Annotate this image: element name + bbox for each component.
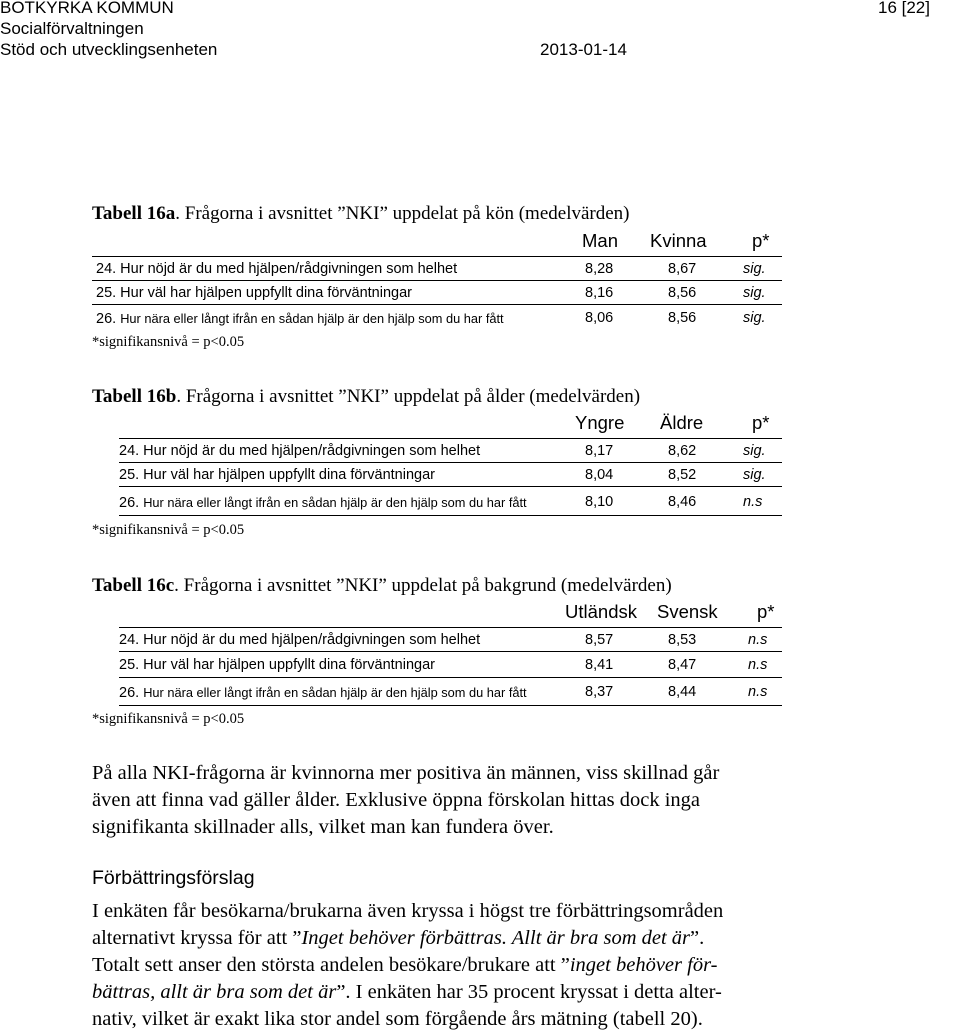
table-cell-value: 8,67 bbox=[668, 261, 697, 277]
table-caption bbox=[92, 386, 640, 408]
table-cell-value: 8,41 bbox=[585, 657, 614, 673]
table-rule bbox=[92, 304, 782, 305]
paragraph-line: I enkäten får besökarna/brukarna även kryssa i högst tre förbättringsområden bbox=[92, 900, 724, 922]
unit-name: Stöd och utvecklingsenheten bbox=[0, 40, 218, 59]
text-run: Totalt sett anser den största andelen besökare/brukare att ” bbox=[92, 954, 570, 976]
table-caption-text: . Frågorna i avsnittet ”NKI” uppdelat på bakgrund (medelvärden) bbox=[174, 575, 672, 596]
question-number: 26. bbox=[119, 495, 144, 511]
table-label: Tabell 16c bbox=[92, 575, 175, 596]
section-heading: Förbättringsförslag bbox=[92, 867, 255, 889]
significance-note: *signifikansnivå = p<0.05 bbox=[92, 334, 245, 350]
table-cell-significance: n.s bbox=[748, 632, 768, 648]
table-cell-significance: sig. bbox=[743, 467, 766, 483]
significance-note: *signifikansnivå = p<0.05 bbox=[92, 522, 245, 538]
table-cell-significance: sig. bbox=[743, 285, 766, 301]
italic-quote: bättras, allt är bra som det är bbox=[92, 981, 337, 1003]
significance-note: *signifikansnivå = p<0.05 bbox=[92, 711, 245, 727]
table-row-question: 24. Hur nöjd är du med hjälpen/rådgivningen som helhet bbox=[96, 261, 458, 277]
text-run: ”. I enkäten har 35 procent kryssat i detta alter- bbox=[336, 981, 722, 1003]
table-cell-value: 8,56 bbox=[668, 310, 697, 326]
table-row-question: 24. Hur nöjd är du med hjälpen/rådgivningen som helhet bbox=[119, 632, 481, 648]
paragraph-line: signifikanta skillnader alls, vilket man kan fundera över. bbox=[92, 816, 554, 838]
paragraph-line: nativ, vilket är exakt lika stor andel som förgående års mätning (tabell 20). bbox=[92, 1008, 703, 1030]
table-cell-value: 8,37 bbox=[585, 684, 614, 700]
table-cell-value: 8,52 bbox=[668, 467, 697, 483]
column-header: Kvinna bbox=[650, 230, 707, 251]
paragraph-line: På alla NKI-frågorna är kvinnorna mer positiva än männen, viss skillnad går bbox=[92, 762, 720, 784]
italic-quote: Inget behöver förbättras. Allt är bra som det är bbox=[301, 927, 691, 949]
text-run: ”. bbox=[690, 927, 705, 949]
table-caption-text: . Frågorna i avsnittet ”NKI” uppdelat på ålder (medelvärden) bbox=[176, 386, 641, 407]
column-header: Utländsk bbox=[565, 601, 637, 622]
table-cell-significance: n.s bbox=[748, 684, 768, 700]
text-run: alternativt kryssa för att ” bbox=[92, 927, 302, 949]
table-cell-significance: n.s bbox=[743, 494, 763, 510]
column-header: p* bbox=[757, 601, 775, 622]
italic-quote: inget behöver för- bbox=[569, 954, 718, 976]
question-text: Hur nära eller långt ifrån en sådan hjälp är den hjälp som du har fått bbox=[143, 685, 527, 700]
table-row-question bbox=[119, 684, 527, 702]
table-cell-value: 8,17 bbox=[585, 443, 614, 459]
department-name: Socialförvaltningen bbox=[0, 19, 144, 38]
table-rule bbox=[119, 651, 782, 652]
table-cell-value: 8,56 bbox=[668, 285, 697, 301]
table-cell-value: 8,04 bbox=[585, 467, 614, 483]
summary-paragraph bbox=[92, 760, 832, 841]
table-row-question: 24. Hur nöjd är du med hjälpen/rådgivningen som helhet bbox=[119, 443, 481, 459]
column-header: p* bbox=[752, 412, 770, 433]
table-cell-significance: n.s bbox=[748, 657, 768, 673]
table-caption-text: . Frågorna i avsnittet ”NKI” uppdelat på kön (medelvärden) bbox=[175, 203, 630, 224]
table-cell-significance: sig. bbox=[743, 310, 766, 326]
column-header: Yngre bbox=[575, 412, 625, 433]
paragraph-line bbox=[92, 979, 832, 1006]
paragraph-line bbox=[92, 952, 832, 979]
question-number: 26. bbox=[119, 685, 144, 701]
question-number: 26. bbox=[96, 311, 121, 327]
table-cell-value: 8,06 bbox=[585, 310, 614, 326]
table-rule bbox=[119, 438, 782, 439]
table-cell-value: 8,46 bbox=[668, 494, 697, 510]
table-cell-significance: sig. bbox=[743, 443, 766, 459]
table-rule bbox=[119, 705, 782, 706]
paragraph-line: även att finna vad gäller ålder. Exklusive öppna förskolan hittas dock inga bbox=[92, 789, 700, 811]
table-rule bbox=[92, 256, 782, 257]
table-cell-value: 8,47 bbox=[668, 657, 697, 673]
page-number: 16 [22] bbox=[878, 0, 930, 17]
question-text: Hur nära eller långt ifrån en sådan hjälp är den hjälp som du har fått bbox=[143, 495, 527, 510]
table-row-question bbox=[119, 494, 527, 512]
paragraph-line bbox=[92, 925, 832, 952]
table-cell-value: 8,53 bbox=[668, 632, 697, 648]
table-row-question: 25. Hur väl har hjälpen uppfyllt dina förväntningar bbox=[119, 467, 435, 483]
table-caption bbox=[92, 203, 630, 225]
column-header: Svensk bbox=[657, 601, 718, 622]
question-text: Hur nära eller långt ifrån en sådan hjälp är den hjälp som du har fått bbox=[120, 311, 504, 326]
column-header: Äldre bbox=[660, 412, 704, 433]
table-rule bbox=[119, 515, 782, 516]
column-header: p* bbox=[752, 230, 770, 251]
org-name: BOTKYRKA KOMMUN bbox=[0, 0, 174, 17]
column-header: Man bbox=[582, 230, 618, 251]
table-row-question: 25. Hur väl har hjälpen uppfyllt dina förväntningar bbox=[96, 285, 412, 301]
section-paragraph bbox=[92, 898, 832, 1033]
table-row-question: 25. Hur väl har hjälpen uppfyllt dina förväntningar bbox=[119, 657, 435, 673]
table-row-question bbox=[96, 310, 504, 328]
table-caption bbox=[92, 575, 672, 597]
table-rule bbox=[92, 280, 782, 281]
table-rule bbox=[119, 462, 782, 463]
document-date: 2013-01-14 bbox=[540, 40, 627, 59]
table-rule bbox=[119, 677, 782, 678]
table-cell-significance: sig. bbox=[743, 261, 766, 277]
table-cell-value: 8,10 bbox=[585, 494, 614, 510]
table-cell-value: 8,16 bbox=[585, 285, 614, 301]
table-label: Tabell 16b bbox=[92, 386, 177, 407]
table-rule bbox=[119, 486, 782, 487]
table-cell-value: 8,57 bbox=[585, 632, 614, 648]
table-cell-value: 8,44 bbox=[668, 684, 697, 700]
table-label: Tabell 16a bbox=[92, 203, 176, 224]
table-cell-value: 8,28 bbox=[585, 261, 614, 277]
table-rule bbox=[119, 627, 782, 628]
table-cell-value: 8,62 bbox=[668, 443, 697, 459]
